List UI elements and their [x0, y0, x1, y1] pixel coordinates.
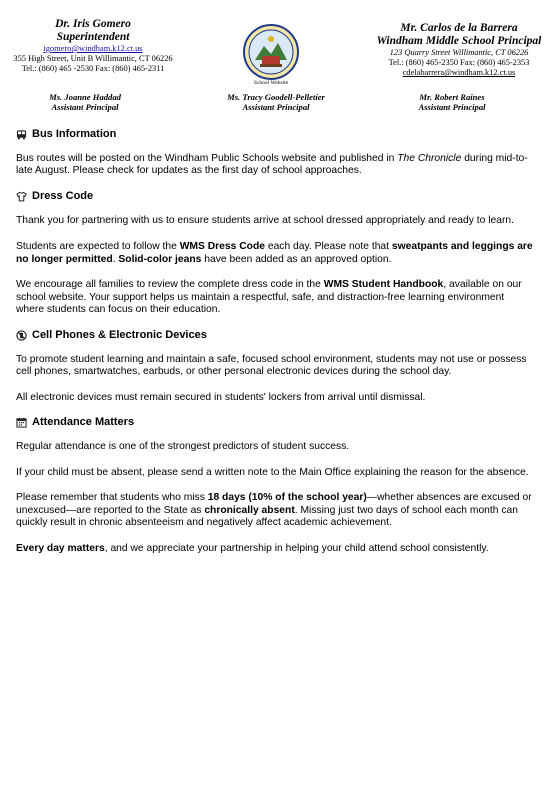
phones-section-heading [16, 329, 534, 342]
text-run: have been added as an approved option. [201, 253, 392, 265]
phones-paragraph-2: All electronic devices must remain secured in students' lockers from arrival until dismissal. [16, 391, 426, 403]
text-run: during mid-to-late August. Please check for updates as the first day of school approaches. [16, 152, 528, 177]
assistant-principal-3 [392, 92, 512, 112]
section-title: Dress Code [32, 189, 94, 202]
school-website-caption[interactable]: School Website [253, 80, 289, 86]
superintendent-block [0, 18, 186, 75]
text-run: each day. Please note that [264, 240, 392, 252]
phones-paragraph-1: To promote student learning and maintain a safe, focused school environment, students may not use or possess cell phones, smartwatches, earbuds, or other personal electronic devices during the school day. [16, 353, 527, 378]
text-run: We encourage all families to review the complete dress code in the [16, 279, 324, 291]
text-run: Students are expected to follow the [16, 240, 180, 252]
dress-paragraph-1: Thank you for partnering with us to ensure students arrive at school dressed appropriately and ready to learn. [16, 215, 514, 227]
superintendent-name: Dr. Iris Gomero [55, 18, 131, 30]
text-run: . [112, 253, 119, 265]
text-run: Bus routes will be posted on the Windham Public Schools website and published in [16, 152, 398, 164]
district-phone: Tel.: (860) 465 -2530 Fax: (860) 465-2311 [21, 64, 165, 74]
attendance-paragraph-4 [16, 543, 534, 556]
shirt-icon [16, 191, 27, 202]
district-address: 355 High Street, Unit B Willimantic, CT 06226 [13, 54, 173, 64]
text-run-bold: WMS Dress Code [179, 240, 265, 252]
text-run: —whether absences are excused or unexcused—are reported to the State as [16, 492, 532, 516]
principal-title: Windham Middle School Principal [376, 35, 542, 47]
assistant-principal-title: Assistant Principal [242, 102, 310, 112]
text-run-bold: WMS Student Handbook [323, 279, 444, 291]
newspaper-title: The Chronicle [397, 152, 462, 164]
assistant-principal-title: Assistant Principal [51, 102, 119, 112]
attendance-paragraph-1: Regular attendance is one of the strongest predictors of student success. [16, 440, 350, 452]
assistant-principal-1 [30, 92, 140, 112]
letter-body [16, 128, 534, 555]
bus-paragraph [16, 153, 534, 178]
assistant-principal-name: Ms. Tracy Goodell-Pelletier [227, 92, 325, 102]
dress-paragraph-2 [16, 241, 534, 266]
assistant-principal-name: Mr. Robert Raines [419, 92, 485, 102]
calendar-icon [16, 417, 27, 428]
text-run-bold: Every day matters [16, 542, 105, 554]
attendance-paragraph-3 [16, 492, 534, 530]
assistant-principal-title: Assistant Principal [418, 102, 486, 112]
no-phones-icon [16, 330, 27, 341]
school-address: 123 Quarry Street Willimantic, CT 06226 [389, 48, 529, 57]
bus-section-heading [16, 128, 534, 141]
principal-email-link[interactable]: cdelabarrera@windham.k12.ct.us [402, 68, 516, 78]
text-run-bold: Solid-color jeans [118, 253, 202, 265]
text-run: . Missing just two days of school each month can quickly result in chronic absenteeism and negatively affect academic achievement. [16, 504, 518, 529]
bus-icon [16, 129, 27, 140]
text-run: , available on our school website. Your support helps us maintain a respectful, safe, and distraction-free learning environment where students can focus on their education. [16, 279, 522, 316]
dress-section-heading [16, 190, 534, 203]
attendance-section-heading [16, 416, 534, 429]
superintendent-email-link[interactable]: igomero@windham.k12.ct.us [43, 44, 143, 53]
text-run-bold: 18 days (10% of the school year) [207, 492, 367, 504]
assistant-principal-2 [196, 92, 356, 112]
section-title: Bus Information [32, 128, 117, 140]
superintendent-title: Superintendent [56, 31, 130, 43]
dress-paragraph-3 [16, 279, 534, 317]
text-run-bold: chronically absent [204, 504, 295, 516]
principal-block [366, 22, 552, 79]
text-run-bold: sweatpants and leggings are no longer permitted [16, 240, 533, 265]
text-run: Please remember that students who miss [16, 492, 208, 504]
section-title: Cell Phones & Electronic Devices [32, 328, 207, 341]
section-title: Attendance Matters [32, 416, 135, 429]
school-phone: Tel.: (860) 465-2350 Fax: (860) 465-2353 [388, 58, 530, 68]
school-seal-logo[interactable] [238, 22, 304, 84]
attendance-paragraph-2: If your child must be absent, please send a written note to the Main Office explaining the reason for the absence. [16, 466, 529, 478]
assistant-principal-name: Ms. Joanne Haddad [49, 92, 121, 102]
principal-name: Mr. Carlos de la Barrera [400, 22, 518, 34]
text-run: , and we appreciate your partnership in helping your child attend school consistently. [104, 542, 489, 554]
